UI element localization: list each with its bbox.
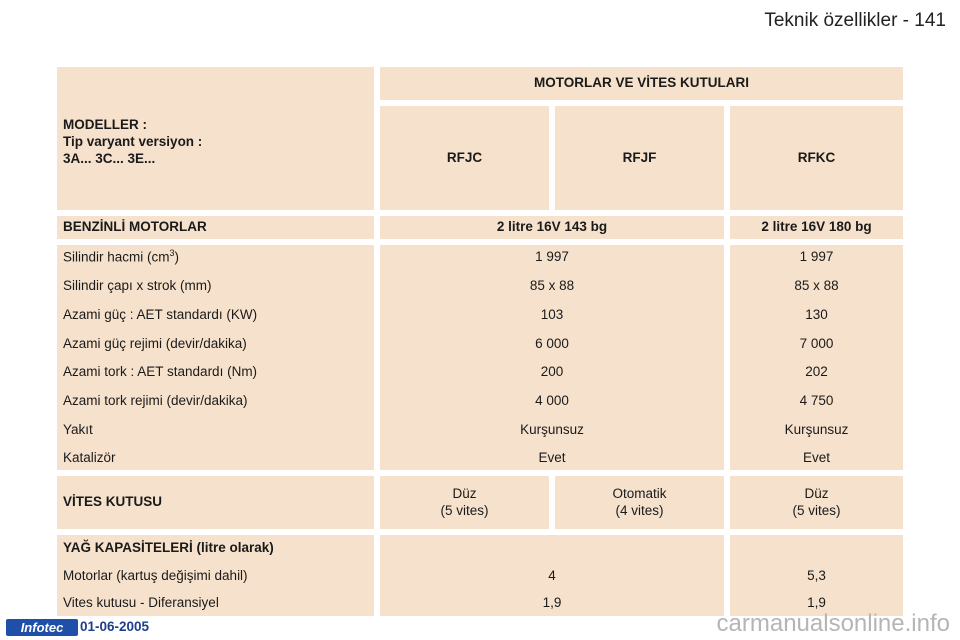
specs-col-a-block — [380, 245, 724, 470]
spec-value-b: 7 000 — [799, 335, 834, 351]
spec-value-b: 202 — [805, 363, 828, 379]
oil-value-b: 1,9 — [807, 594, 826, 610]
spec-label-row — [57, 274, 374, 298]
spec-label-row — [57, 332, 374, 356]
code-rfjf: RFJF — [555, 106, 724, 210]
spec-value-a: 6 000 — [535, 335, 569, 351]
gearbox-type: Düz — [804, 485, 829, 501]
models-label: MODELLER : — [63, 117, 147, 132]
spec-label: Azami güç rejimi (devir/dakika) — [63, 335, 247, 351]
oil-value-a: 4 — [548, 567, 556, 583]
gearbox-cell-1 — [380, 476, 549, 529]
spec-label-row — [57, 245, 374, 269]
spec-label: Azami güç : AET standardı (KW) — [63, 306, 258, 322]
spec-label-row — [57, 360, 374, 384]
oil-row-label: Motorlar (kartuş değişimi dahil) — [63, 567, 248, 583]
code-rfkc: RFKC — [730, 106, 903, 210]
gearbox-speeds: (5 vites) — [792, 502, 841, 518]
spec-value-b: 130 — [805, 306, 828, 322]
spec-value-a: 4 000 — [535, 392, 569, 408]
gearbox-type: Otomatik — [612, 485, 667, 501]
oil-col-a-block — [380, 535, 724, 616]
spec-value-b: 1 997 — [799, 248, 834, 264]
watermark: carmanualsonline.info — [716, 610, 950, 637]
oil-row-label: Vites kutusu - Diferansiyel — [63, 594, 219, 610]
infotec-logo: Infotec — [6, 619, 78, 636]
gearbox-speeds: (4 vites) — [615, 502, 664, 518]
spec-value-a: 1 997 — [535, 248, 569, 264]
spec-value-b: 85 x 88 — [794, 277, 839, 293]
oil-col-b-block — [730, 535, 903, 616]
spec-label-sup: 3 — [169, 247, 175, 258]
engine-col-b: 2 litre 16V 180 bg — [730, 216, 903, 239]
spec-label-row — [57, 303, 374, 327]
footer-date: 01-06-2005 — [80, 619, 150, 634]
spec-label: Azami tork rejimi (devir/dakika) — [63, 392, 248, 408]
gearbox-label: VİTES KUTUSU — [57, 476, 374, 529]
oil-value-a: 1,9 — [542, 594, 562, 610]
spec-label-tail: ) — [174, 249, 180, 265]
spec-value-a: 103 — [540, 306, 564, 322]
spec-label-row — [57, 418, 374, 442]
page-title: Teknik özellikler - 141 — [764, 10, 946, 31]
gearbox-cell-2 — [555, 476, 724, 529]
oil-label-block — [57, 535, 374, 616]
spec-value-a: Kurşunsuz — [520, 421, 584, 437]
spec-value-b: 4 750 — [799, 392, 834, 408]
spec-label: Azami tork : AET standardı (Nm) — [63, 363, 258, 379]
group-title: MOTORLAR VE VİTES KUTULARI — [380, 67, 903, 100]
gearbox-type: Düz — [452, 485, 477, 501]
models-header-cell — [57, 67, 374, 210]
specs-label-block — [57, 245, 374, 470]
engine-col-a: 2 litre 16V 143 bg — [380, 216, 724, 239]
spec-value-b: Evet — [802, 449, 830, 465]
spec-value-a: 200 — [540, 363, 564, 379]
spec-label: Silindir hacmi (cm — [63, 249, 170, 265]
variant-label: Tip varyant versiyon : — [63, 133, 203, 149]
gearbox-cell-3 — [730, 476, 903, 529]
spec-value-a: 85 x 88 — [529, 277, 575, 293]
code-rfjc: RFJC — [380, 106, 549, 210]
spec-label-row — [57, 446, 374, 470]
engine-section-label: BENZİNLİ MOTORLAR — [57, 216, 374, 239]
spec-value-b: Kurşunsuz — [784, 421, 849, 437]
variant-codes: 3A... 3C... 3E... — [63, 150, 156, 166]
oil-value-b: 5,3 — [807, 567, 826, 583]
spec-value-a: Evet — [538, 449, 566, 465]
gearbox-speeds: (5 vites) — [440, 502, 489, 518]
specs-col-b-block — [730, 245, 903, 470]
spec-label-row — [57, 389, 374, 413]
spec-label: Yakıt — [63, 421, 93, 437]
oil-section-label: YAĞ KAPASİTELERİ (litre olarak) — [63, 539, 274, 555]
spec-label: Katalizör — [63, 449, 116, 465]
spec-label: Silindir çapı x strok (mm) — [63, 277, 212, 293]
